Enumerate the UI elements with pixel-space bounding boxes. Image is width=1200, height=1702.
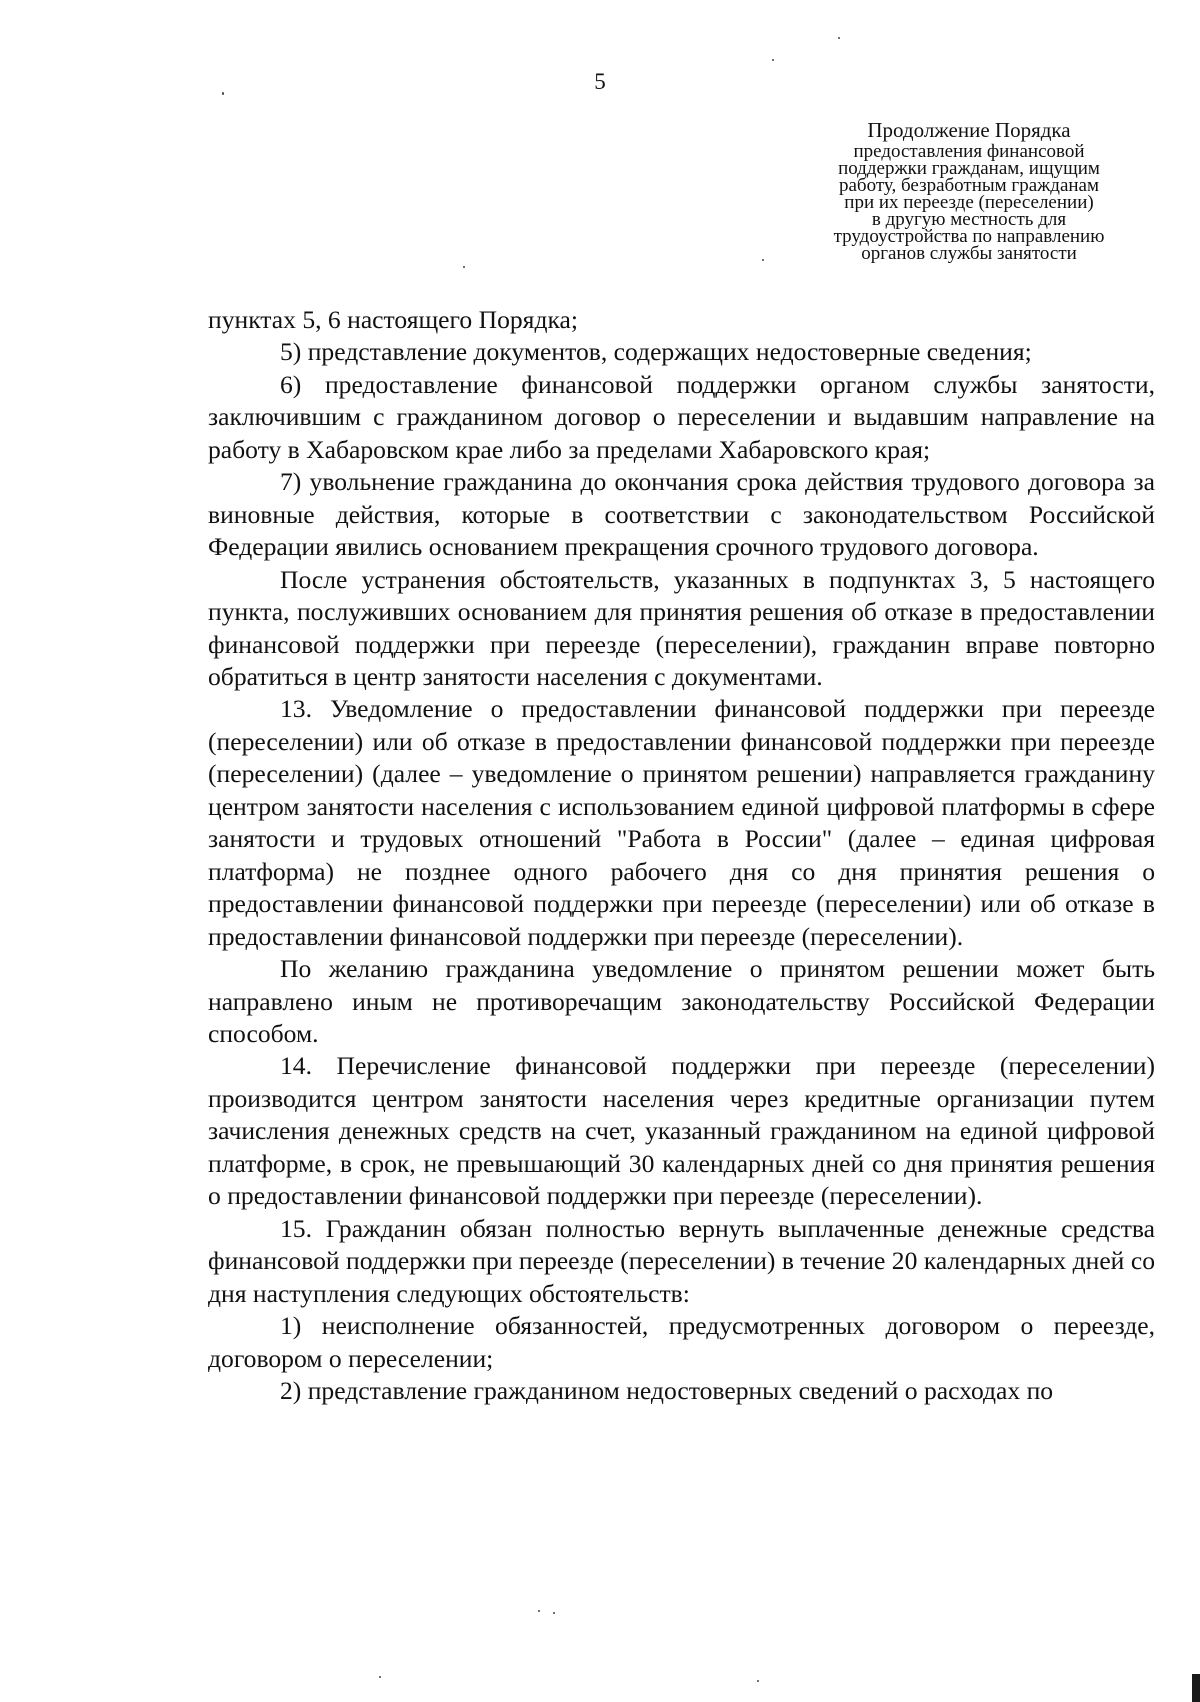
header-line: работу, безработным гражданам xyxy=(838,175,1100,196)
scan-speck xyxy=(762,259,764,261)
paragraph-obligation-1: 1) неисполнение обязанностей, предусмотренных договором о переезде, договором о переселении; xyxy=(208,1311,1155,1373)
scan-speck xyxy=(379,1676,381,1678)
scan-speck xyxy=(838,37,840,39)
page-number: 5 xyxy=(594,69,606,94)
header-line: поддержки гражданам, ищущим xyxy=(838,158,1100,179)
document-body xyxy=(208,304,1155,1407)
header-line: предоставления финансовой xyxy=(853,141,1085,162)
paragraph-item-7: 7) увольнение гражданина до окончания срока действия трудового договора за виновные действия, которые в соответствии с законодательством Российской Федерации явились основанием прекращения срочного трудового договора. xyxy=(208,467,1155,562)
paragraph-item-6: 6) предоставление финансовой поддержки органом службы занятости, заключившим с гражданином договор о переселении и выдавшим направление на работу в Хабаровском крае либо за пределами Хабаровского края; xyxy=(208,369,1155,464)
paragraph-item-5: 5) представление документов, содержащих недостоверные сведения; xyxy=(280,337,1032,367)
header-line: органов службы занятости xyxy=(861,243,1077,264)
scan-speck xyxy=(757,1680,759,1682)
scan-speck xyxy=(222,92,224,95)
scan-speck xyxy=(463,266,465,268)
paragraph-obligation-2: 2) представление гражданином недостоверных сведений о расходах по xyxy=(280,1375,1054,1405)
scan-speck xyxy=(553,1612,555,1614)
scan-speck xyxy=(538,1610,540,1612)
scan-edge-mark xyxy=(1192,1674,1200,1702)
paragraph-continuation: пунктах 5, 6 настоящего Порядка; xyxy=(208,305,578,334)
header-line: при их переезде (переселении) xyxy=(844,192,1094,213)
paragraph-citizen-wish: По желанию гражданина уведомление о принятом решении может быть направлено иным не противоречащим законодательству Российской Федерации способом. xyxy=(208,954,1155,1048)
paragraph-after-removal: После устранения обстоятельств, указанных в подпунктах 3, 5 настоящего пункта, послуживших основанием для принятия решения об отказе в предоставлении финансовой поддержки при переезде (переселении), гражданин вправе повторно обратиться в центр занятости населения с документами. xyxy=(208,564,1155,691)
paragraph-section-13: 13. Уведомление о предоставлении финансовой поддержки при переезде (переселении) или об отказе в предоставлении финансовой поддержки при переезде (переселении) (далее – уведомление о принятом решении) направляется гражданину центром занятости населения с использованием единой цифровой платформы в сфере занятости и трудовых отношений "Работа в России" (далее – единая цифровая платформа) не позднее одного рабочего дня со дня принятия решения о предоставлении финансовой поддержки при переезде (переселении) или об отказе в предоставлении финансовой поддержки при переезде (переселении). xyxy=(208,694,1155,951)
paragraph-section-15: 15. Гражданин обязан полностью вернуть выплаченные денежные средства финансовой поддержки при переезде (переселении) в течение 20 календарных дней со дня наступления следующих обстоятельств: xyxy=(208,1213,1155,1308)
header-line: в другую местность для xyxy=(871,209,1067,230)
scan-speck xyxy=(772,59,774,61)
header-line: трудоустройства по направлению xyxy=(833,226,1105,247)
header-line: Продолжение Порядка xyxy=(867,118,1071,142)
paragraph-section-14: 14. Перечисление финансовой поддержки при переезде (переселении) производится центром занятости населения через кредитные организации путем зачисления денежных средств на счет, указанный гражданином на единой цифровой платформе, в срок, не превышающий 30 календарных дней со дня принятия решения о предоставлении финансовой поддержки при переезде (переселении). xyxy=(208,1051,1155,1211)
document-header xyxy=(774,117,1164,262)
